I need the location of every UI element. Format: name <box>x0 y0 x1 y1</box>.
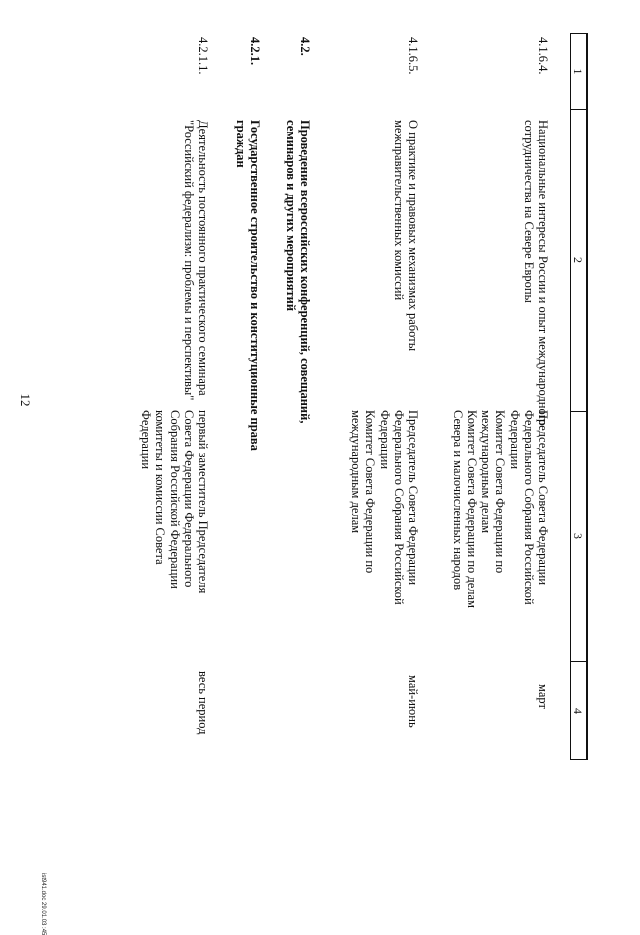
responsible-line: Председатель Совета Федерации <box>536 410 550 586</box>
row-title-line: межправительственных комиссий <box>391 120 406 301</box>
section-title-line: семинаров и других мероприятий <box>283 120 298 312</box>
column-header-3: 3 <box>571 533 585 539</box>
section-title-line: Проведение всероссийских конференций, совещаний, <box>298 120 312 424</box>
responsible-line: первый заместитель Председателя <box>196 410 210 594</box>
section-number: 4.2. <box>298 37 312 56</box>
row-title-line: сотрудничества на Севере Европы <box>521 120 536 303</box>
column-header-2: 2 <box>571 257 585 263</box>
responsible-line: международным делам <box>479 410 494 534</box>
footer-file-stamp: ist941.doc 29.01.03 :45 <box>40 873 46 935</box>
rotated-table-sheet <box>18 25 620 935</box>
responsible-line: международным делам <box>349 410 364 534</box>
row-title-line: "Российский федерализм: проблемы и перспективы" <box>181 120 196 401</box>
row-responsible <box>139 410 210 593</box>
row-period: май-июнь <box>406 675 420 728</box>
responsible-line: Федерации <box>377 410 392 470</box>
responsible-line: Комитет Совета Федерации по <box>363 410 378 574</box>
column-number-header <box>570 33 588 760</box>
responsible-line: Севера и малочисленных народов <box>450 410 465 591</box>
responsible-line: Комитет Совета Федерации по <box>493 410 508 574</box>
column-header-1: 1 <box>571 68 585 75</box>
row-title <box>392 120 420 351</box>
row-title-line: О практике и правовых механизмах работы <box>406 120 420 352</box>
responsible-line: Федерации <box>139 410 154 470</box>
row-title-line: Деятельность постоянного практического семинара <box>196 120 210 396</box>
section-title-line: граждан <box>233 120 248 168</box>
responsible-line: Комитет Совета Федерации по делам <box>464 410 479 609</box>
row-period: март <box>536 684 550 709</box>
section-title-line: Государственное строительство и конституционные права <box>248 120 262 451</box>
row-number: 4.1.6.5. <box>406 37 420 75</box>
responsible-line: Федерального Собрания Российской <box>521 410 536 605</box>
responsible-line: Собрания Российской Федерации <box>167 410 182 589</box>
responsible-line: Федерального Собрания Российской <box>391 410 406 605</box>
section-title <box>284 120 312 423</box>
row-number: 4.1.6.4. <box>536 37 550 75</box>
row-title <box>182 120 210 400</box>
responsible-line: Председатель Совета Федерации <box>406 410 420 586</box>
page-number: 12 <box>18 393 33 407</box>
row-title-line: Национальные интересы России и опыт международного <box>536 120 550 426</box>
responsible-line: комитеты и комиссии Совета <box>153 410 168 565</box>
row-number: 4.2.1.1. <box>196 37 210 75</box>
responsible-line: Совета Федерации Федерального <box>181 410 196 588</box>
responsible-line: Федерации <box>507 410 522 470</box>
row-title <box>522 120 550 426</box>
row-period: весь период <box>196 671 210 735</box>
row-responsible <box>451 410 550 608</box>
section-number: 4.2.1. <box>248 37 262 66</box>
section-title <box>234 120 262 451</box>
row-responsible <box>349 410 420 605</box>
column-header-4: 4 <box>571 708 585 714</box>
